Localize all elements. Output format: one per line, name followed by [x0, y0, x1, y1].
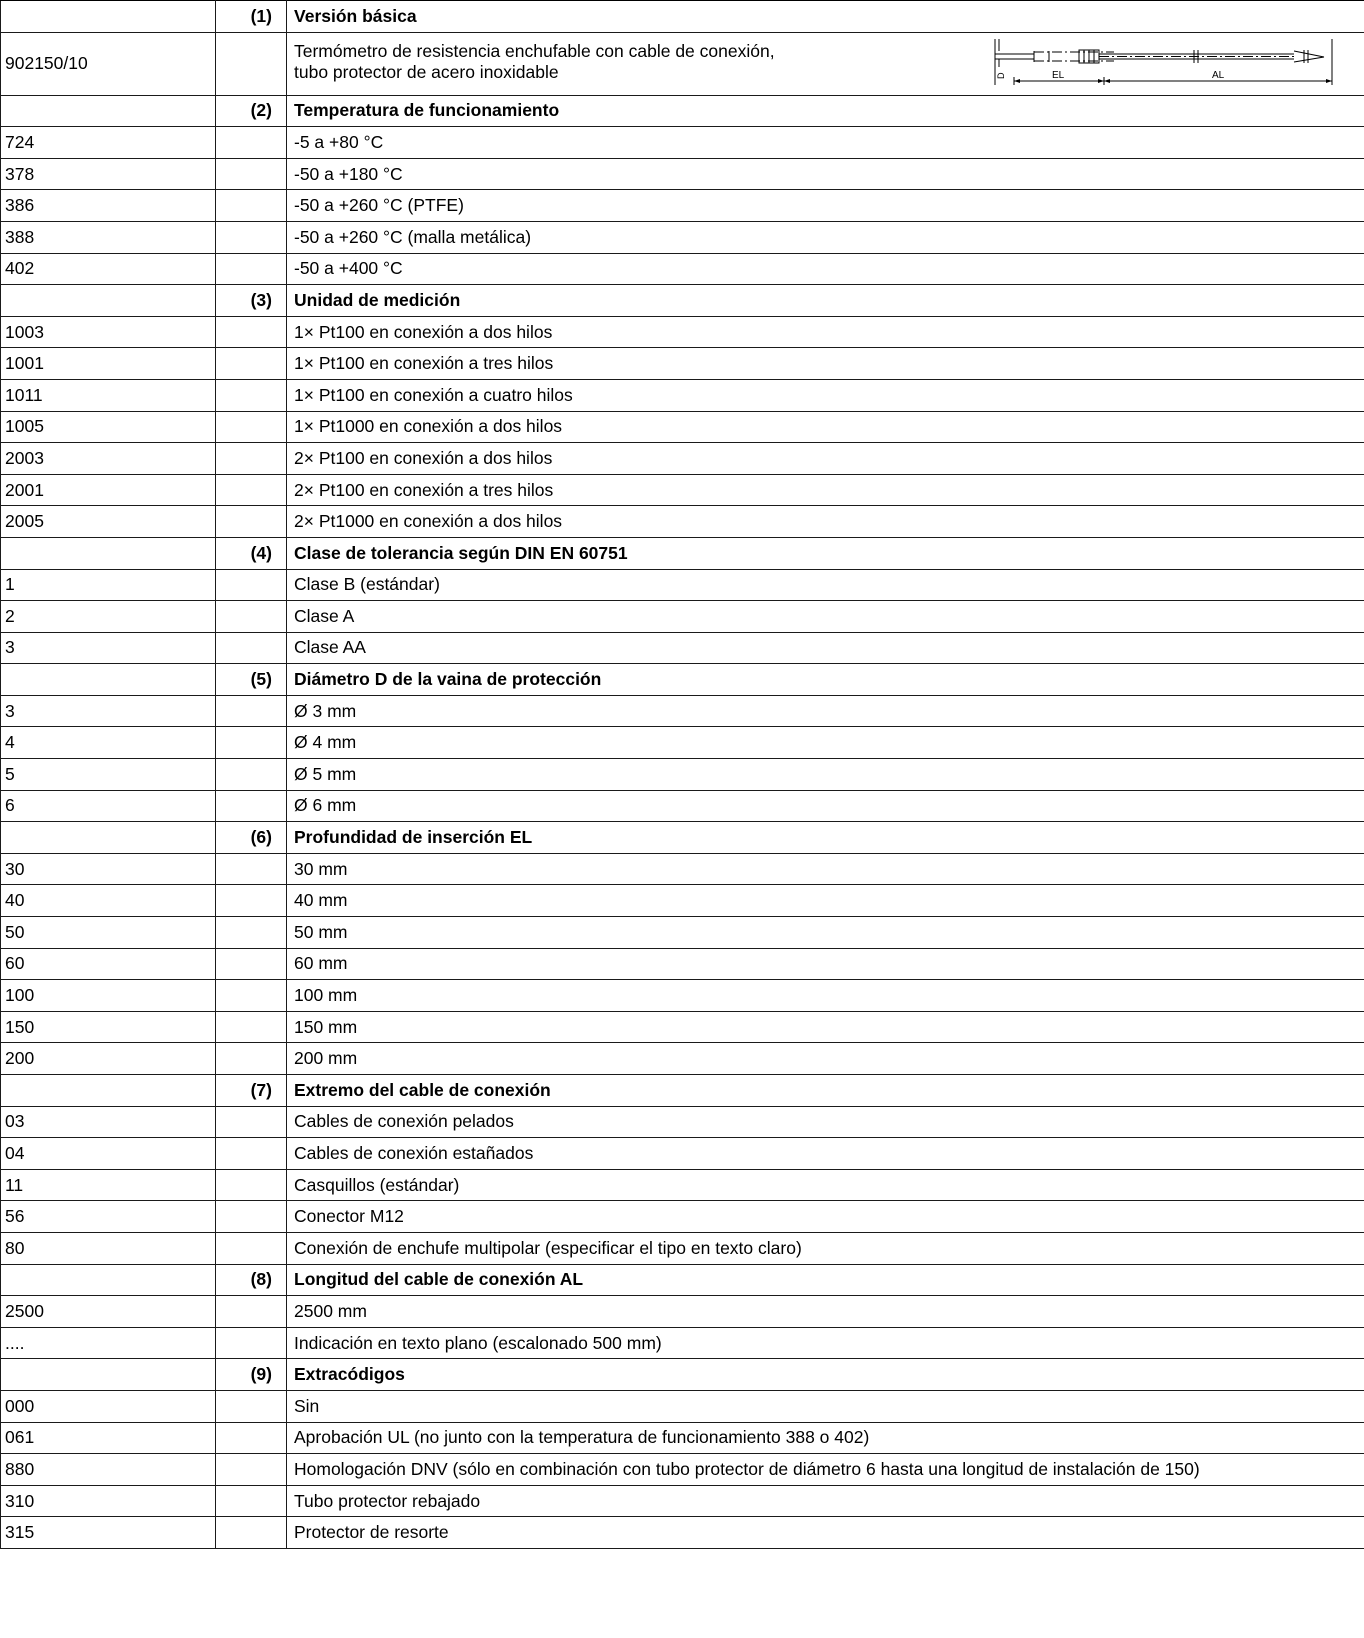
- table-row: [1, 1296, 1364, 1328]
- section-title: Diámetro D de la vaina de protección: [287, 664, 1364, 696]
- table-row: [1, 348, 1364, 380]
- option-description: 60 mm: [287, 948, 1364, 980]
- option-code: 724: [1, 127, 216, 159]
- option-description-cell: [287, 32, 1364, 95]
- table-row: [1, 1327, 1364, 1359]
- option-description: -50 a +400 °C: [287, 253, 1364, 285]
- section-title: Clase de tolerancia según DIN EN 60751: [287, 537, 1364, 569]
- option-spacer-cell: [216, 127, 287, 159]
- option-description: Cables de conexión estañados: [287, 1138, 1364, 1170]
- table-row: [1, 221, 1364, 253]
- table-row: [1, 1517, 1364, 1549]
- option-code: 03: [1, 1106, 216, 1138]
- option-spacer-cell: [216, 316, 287, 348]
- option-spacer-cell: [216, 917, 287, 949]
- table-row: [1, 411, 1364, 443]
- option-spacer-cell: [216, 695, 287, 727]
- table-row: [1, 190, 1364, 222]
- table-row: [1, 569, 1364, 601]
- option-spacer-cell: [216, 885, 287, 917]
- option-spacer-cell: [216, 853, 287, 885]
- option-code: 30: [1, 853, 216, 885]
- option-description: -50 a +180 °C: [287, 158, 1364, 190]
- option-spacer-cell: [216, 790, 287, 822]
- option-spacer-cell: [216, 411, 287, 443]
- option-description: Homologación DNV (sólo en combinación con tubo protector de diámetro 6 hasta una longitud de instalación de 150): [287, 1454, 1364, 1486]
- option-spacer-cell: [216, 759, 287, 791]
- table-row: [1, 601, 1364, 633]
- option-code: 1: [1, 569, 216, 601]
- section-header-row: [1, 95, 1364, 127]
- section-number: (4): [216, 537, 287, 569]
- option-code: 5: [1, 759, 216, 791]
- option-spacer-cell: [216, 1011, 287, 1043]
- table-row: [1, 1485, 1364, 1517]
- option-spacer-cell: [216, 1454, 287, 1486]
- section-header-row: [1, 1264, 1364, 1296]
- option-description: 2× Pt100 en conexión a tres hilos: [287, 474, 1364, 506]
- option-spacer-cell: [216, 1390, 287, 1422]
- option-spacer-cell: [216, 348, 287, 380]
- table-row: [1, 474, 1364, 506]
- table-row: [1, 1106, 1364, 1138]
- option-code: 880: [1, 1454, 216, 1486]
- option-code: 061: [1, 1422, 216, 1454]
- option-spacer-cell: [216, 1169, 287, 1201]
- option-spacer-cell: [216, 1517, 287, 1549]
- table-row: [1, 980, 1364, 1012]
- option-spacer-cell: [216, 158, 287, 190]
- option-code: 000: [1, 1390, 216, 1422]
- option-spacer-cell: [216, 1138, 287, 1170]
- diagram-label-d: D: [996, 72, 1006, 79]
- option-code: 310: [1, 1485, 216, 1517]
- section-header-code-cell: [1, 822, 216, 854]
- order-code-table-body: [1, 1, 1364, 1549]
- table-row: [1, 1232, 1364, 1264]
- option-code: 80: [1, 1232, 216, 1264]
- option-spacer-cell: [216, 980, 287, 1012]
- description-line: Termómetro de resistencia enchufable con cable de conexión,: [294, 40, 775, 61]
- option-spacer-cell: [216, 1296, 287, 1328]
- table-row: [1, 853, 1364, 885]
- section-header-row: [1, 285, 1364, 317]
- option-spacer-cell: [216, 506, 287, 538]
- section-header-row: [1, 1075, 1364, 1107]
- section-title: Longitud del cable de conexión AL: [287, 1264, 1364, 1296]
- section-title: Unidad de medición: [287, 285, 1364, 317]
- table-row: [1, 443, 1364, 475]
- option-spacer-cell: [216, 948, 287, 980]
- option-code: 1001: [1, 348, 216, 380]
- description-wrap: [294, 33, 1364, 95]
- table-row: [1, 1169, 1364, 1201]
- option-code: 2005: [1, 506, 216, 538]
- option-code: 1011: [1, 379, 216, 411]
- section-header-code-cell: [1, 1075, 216, 1107]
- option-spacer-cell: [216, 1327, 287, 1359]
- option-code: 378: [1, 158, 216, 190]
- section-number: (8): [216, 1264, 287, 1296]
- option-description: -50 a +260 °C (malla metálica): [287, 221, 1364, 253]
- section-number: (6): [216, 822, 287, 854]
- option-description: 30 mm: [287, 853, 1364, 885]
- option-spacer-cell: [216, 474, 287, 506]
- option-code: 388: [1, 221, 216, 253]
- option-description: Aprobación UL (no junto con la temperatura de funcionamiento 388 o 402): [287, 1422, 1364, 1454]
- section-header-row: [1, 1359, 1364, 1391]
- option-description: 1× Pt100 en conexión a tres hilos: [287, 348, 1364, 380]
- table-row: [1, 790, 1364, 822]
- section-title: Extremo del cable de conexión: [287, 1075, 1364, 1107]
- option-description: Ø 5 mm: [287, 759, 1364, 791]
- option-description: Clase A: [287, 601, 1364, 633]
- table-row: [1, 158, 1364, 190]
- option-spacer-cell: [216, 727, 287, 759]
- option-description: -50 a +260 °C (PTFE): [287, 190, 1364, 222]
- option-description: Clase B (estándar): [287, 569, 1364, 601]
- option-spacer-cell: [216, 632, 287, 664]
- section-header-row: [1, 1, 1364, 33]
- option-code: 200: [1, 1043, 216, 1075]
- option-spacer-cell: [216, 379, 287, 411]
- table-row: [1, 1390, 1364, 1422]
- description-line: tubo protector de acero inoxidable: [294, 61, 559, 82]
- table-row: [1, 1454, 1364, 1486]
- section-header-code-cell: [1, 285, 216, 317]
- option-code: 315: [1, 1517, 216, 1549]
- table-row: [1, 759, 1364, 791]
- option-code: 56: [1, 1201, 216, 1233]
- option-code: 40: [1, 885, 216, 917]
- option-description: 40 mm: [287, 885, 1364, 917]
- option-description: Protector de resorte: [287, 1517, 1364, 1549]
- option-description: Conector M12: [287, 1201, 1364, 1233]
- option-description: 50 mm: [287, 917, 1364, 949]
- option-spacer-cell: [216, 1043, 287, 1075]
- table-row: [1, 379, 1364, 411]
- option-spacer-cell: [216, 1201, 287, 1233]
- option-description: 2× Pt1000 en conexión a dos hilos: [287, 506, 1364, 538]
- section-title: Extracódigos: [287, 1359, 1364, 1391]
- table-row: [1, 253, 1364, 285]
- section-header-code-cell: [1, 1359, 216, 1391]
- table-row: [1, 885, 1364, 917]
- section-number: (7): [216, 1075, 287, 1107]
- table-row: [1, 316, 1364, 348]
- option-description: 200 mm: [287, 1043, 1364, 1075]
- option-code: 3: [1, 695, 216, 727]
- option-description: 100 mm: [287, 980, 1364, 1012]
- option-description: Sin: [287, 1390, 1364, 1422]
- option-spacer-cell: [216, 32, 287, 95]
- section-number: (2): [216, 95, 287, 127]
- table-row: [1, 1043, 1364, 1075]
- option-description: Tubo protector rebajado: [287, 1485, 1364, 1517]
- option-code: 150: [1, 1011, 216, 1043]
- option-code: 2500: [1, 1296, 216, 1328]
- table-row: [1, 1138, 1364, 1170]
- section-title: Profundidad de inserción EL: [287, 822, 1364, 854]
- option-description: Conexión de enchufe multipolar (especificar el tipo en texto claro): [287, 1232, 1364, 1264]
- section-title: Temperatura de funcionamiento: [287, 95, 1364, 127]
- option-description: [294, 41, 775, 83]
- option-description: 2500 mm: [287, 1296, 1364, 1328]
- option-code: 2003: [1, 443, 216, 475]
- option-description: Casquillos (estándar): [287, 1169, 1364, 1201]
- option-description: -5 a +80 °C: [287, 127, 1364, 159]
- table-row: [1, 948, 1364, 980]
- table-row: [1, 32, 1364, 95]
- option-spacer-cell: [216, 1485, 287, 1517]
- option-code: 402: [1, 253, 216, 285]
- table-row: [1, 1201, 1364, 1233]
- option-description: Cables de conexión pelados: [287, 1106, 1364, 1138]
- option-spacer-cell: [216, 253, 287, 285]
- option-spacer-cell: [216, 1106, 287, 1138]
- option-code: 2001: [1, 474, 216, 506]
- table-row: [1, 727, 1364, 759]
- table-row: [1, 506, 1364, 538]
- section-header-row: [1, 664, 1364, 696]
- option-spacer-cell: [216, 1422, 287, 1454]
- option-code: 60: [1, 948, 216, 980]
- table-row: [1, 695, 1364, 727]
- section-number: (3): [216, 285, 287, 317]
- section-number: (5): [216, 664, 287, 696]
- option-code: 04: [1, 1138, 216, 1170]
- option-spacer-cell: [216, 1232, 287, 1264]
- option-code: 11: [1, 1169, 216, 1201]
- option-code: 50: [1, 917, 216, 949]
- section-header-code-cell: [1, 537, 216, 569]
- table-row: [1, 632, 1364, 664]
- table-row: [1, 1011, 1364, 1043]
- section-title: Versión básica: [287, 1, 1364, 33]
- section-header-code-cell: [1, 1264, 216, 1296]
- option-code: 100: [1, 980, 216, 1012]
- option-description: Ø 3 mm: [287, 695, 1364, 727]
- section-number: (1): [216, 1, 287, 33]
- option-description: Ø 6 mm: [287, 790, 1364, 822]
- option-code: 1003: [1, 316, 216, 348]
- section-header-code-cell: [1, 1, 216, 33]
- option-code: 4: [1, 727, 216, 759]
- option-code: 3: [1, 632, 216, 664]
- option-description: Clase AA: [287, 632, 1364, 664]
- option-code: 6: [1, 790, 216, 822]
- option-spacer-cell: [216, 190, 287, 222]
- option-code: 902150/10: [1, 32, 216, 95]
- table-row: [1, 917, 1364, 949]
- option-spacer-cell: [216, 443, 287, 475]
- diagram-label-el: EL: [1052, 69, 1065, 81]
- diagram-label-al: AL: [1212, 69, 1225, 81]
- option-description: Ø 4 mm: [287, 727, 1364, 759]
- section-header-code-cell: [1, 664, 216, 696]
- option-description: Indicación en texto plano (escalonado 500 mm): [287, 1327, 1364, 1359]
- option-description: 1× Pt1000 en conexión a dos hilos: [287, 411, 1364, 443]
- option-description: 1× Pt100 en conexión a cuatro hilos: [287, 379, 1364, 411]
- table-row: [1, 1422, 1364, 1454]
- option-code: 386: [1, 190, 216, 222]
- option-description: 2× Pt100 en conexión a dos hilos: [287, 443, 1364, 475]
- section-header-row: [1, 822, 1364, 854]
- section-number: (9): [216, 1359, 287, 1391]
- option-spacer-cell: [216, 221, 287, 253]
- option-code: ....: [1, 1327, 216, 1359]
- option-description: 150 mm: [287, 1011, 1364, 1043]
- table-row: [1, 127, 1364, 159]
- section-header-code-cell: [1, 95, 216, 127]
- option-description: 1× Pt100 en conexión a dos hilos: [287, 316, 1364, 348]
- option-code: 2: [1, 601, 216, 633]
- probe-diagram: [994, 37, 1334, 89]
- option-spacer-cell: [216, 601, 287, 633]
- option-spacer-cell: [216, 569, 287, 601]
- option-code: 1005: [1, 411, 216, 443]
- section-header-row: [1, 537, 1364, 569]
